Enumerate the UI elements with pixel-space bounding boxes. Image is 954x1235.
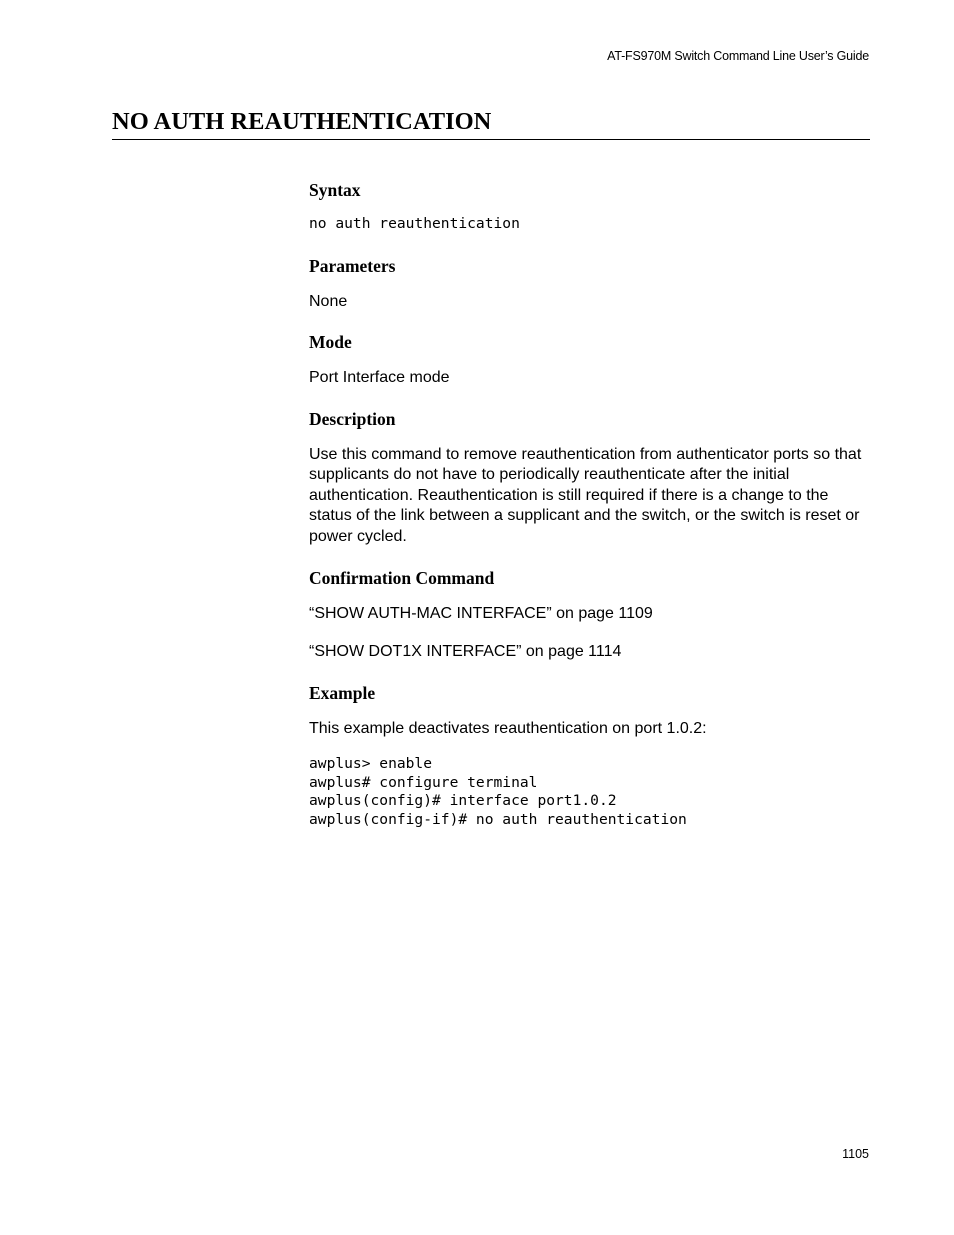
example-text: This example deactivates reauthentication on port 1.0.2: <box>309 720 707 738</box>
syntax-heading: Syntax <box>309 180 361 200</box>
parameters-text: None <box>309 292 348 310</box>
running-header: AT-FS970M Switch Command Line User’s Guide <box>607 49 869 63</box>
description-text: Use this command to remove reauthentication from authenticator ports so that supplicants do not have to periodically reauthenticate after the initial authentication. Reauthentication is still required if there is a change to the status of the link between a supplicant and the switch, or the switch is reset or power cycled. <box>309 445 862 545</box>
example-code-line: awplus(config)# interface port1.0.2 <box>309 792 617 810</box>
mode-text: Port Interface mode <box>309 369 450 387</box>
example-code-line: awplus> enable <box>309 754 433 772</box>
example-code-block <box>309 755 871 830</box>
example-code-line: awplus# configure terminal <box>309 773 538 791</box>
syntax-code: no auth reauthentication <box>309 215 520 232</box>
confirmation-link-auth-mac[interactable]: “SHOW AUTH-MAC INTERFACE” on page 1109 <box>309 605 653 623</box>
example-code-line: awplus(config-if)# no auth reauthentication <box>309 811 687 829</box>
page-title: NO AUTH REAUTHENTICATION <box>112 106 870 140</box>
command-content <box>309 178 871 830</box>
confirmation-link-dot1x[interactable]: “SHOW DOT1X INTERFACE” on page 1114 <box>309 642 622 660</box>
description-heading: Description <box>309 408 396 429</box>
page-number: 1105 <box>842 1147 869 1161</box>
parameters-heading: Parameters <box>309 255 396 276</box>
confirmation-heading: Confirmation Command <box>309 568 495 589</box>
mode-heading: Mode <box>309 332 352 353</box>
example-heading: Example <box>309 683 376 704</box>
